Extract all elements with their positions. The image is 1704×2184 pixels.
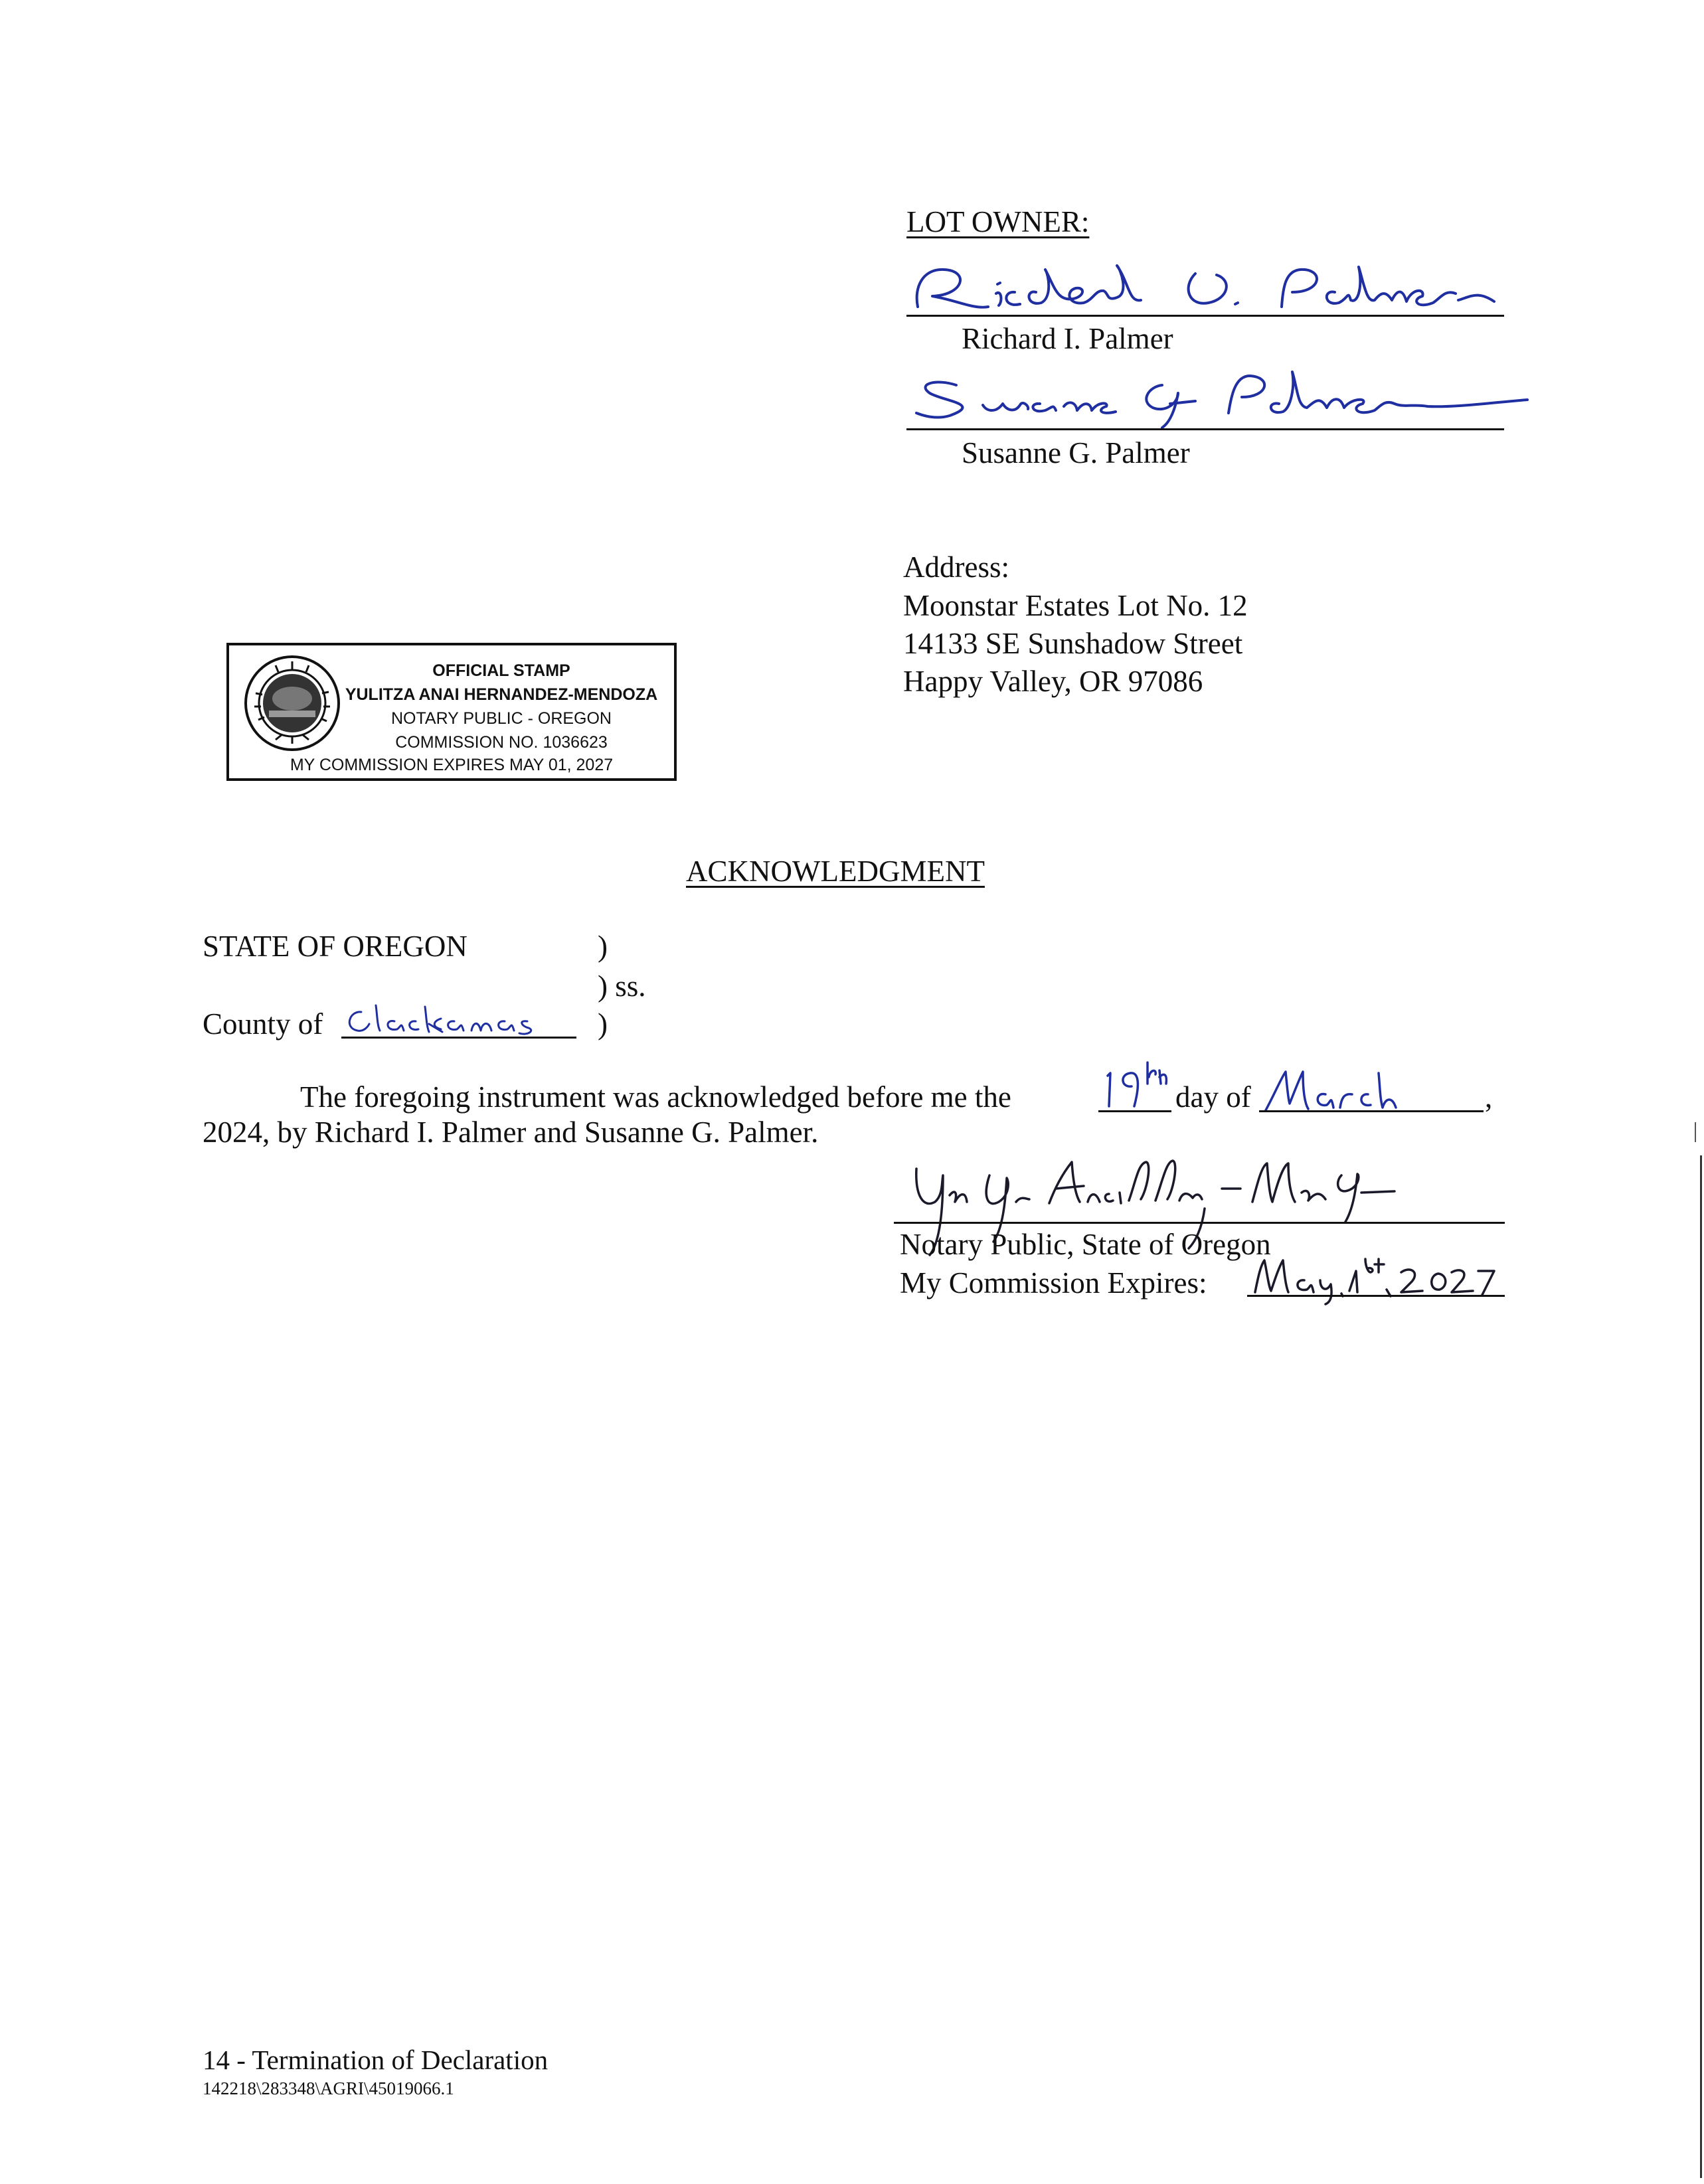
notary-title: Notary Public, State of Oregon bbox=[900, 1228, 1271, 1261]
stamp-notary-name: YULITZA ANAI HERNANDEZ-MENDOZA bbox=[345, 685, 658, 704]
day-line bbox=[1098, 1110, 1171, 1112]
stamp-commission-number: COMMISSION NO. 1036623 bbox=[395, 733, 608, 752]
stamp-line-1: OFFICIAL STAMP bbox=[432, 661, 570, 680]
address-line-1: Moonstar Estates Lot No. 12 bbox=[903, 589, 1248, 622]
signature-line-susanne bbox=[906, 428, 1504, 430]
notary-signature-line bbox=[894, 1222, 1505, 1224]
paren-1: ) bbox=[598, 930, 608, 963]
commission-date-line bbox=[1247, 1295, 1505, 1297]
footer-doc-code: 142218\283348\AGRI\45019066.1 bbox=[203, 2078, 454, 2098]
month-handwritten bbox=[1262, 1066, 1408, 1116]
acknowledgment-heading: ACKNOWLEDGMENT bbox=[686, 855, 985, 888]
signature-line-richard bbox=[906, 315, 1504, 317]
richard-signature bbox=[910, 260, 1507, 321]
body-comma: , bbox=[1485, 1080, 1493, 1114]
footer-page-label: 14 - Termination of Declaration bbox=[203, 2045, 549, 2075]
address-line-2: 14133 SE Sunshadow Street bbox=[903, 627, 1243, 660]
commission-date-handwritten bbox=[1248, 1252, 1501, 1305]
county-label: County of bbox=[203, 1007, 323, 1041]
lot-owner-heading: LOT OWNER: bbox=[906, 205, 1090, 238]
state-seal-icon bbox=[242, 653, 342, 753]
scan-edge-line bbox=[1700, 1155, 1702, 2178]
scan-edge-mark bbox=[1695, 1122, 1696, 1142]
paren-2: ) bbox=[598, 1007, 608, 1041]
notary-stamp bbox=[226, 643, 677, 781]
stamp-line-3: NOTARY PUBLIC - OREGON bbox=[390, 709, 612, 728]
stamp-expiration: MY COMMISSION EXPIRES MAY 01, 2027 bbox=[290, 756, 614, 774]
body-text-part-1: The foregoing instrument was acknowledged before me the bbox=[300, 1080, 1011, 1114]
printed-name-susanne: Susanne G. Palmer bbox=[962, 436, 1190, 469]
susanne-signature bbox=[910, 367, 1534, 433]
county-handwritten bbox=[341, 1001, 541, 1041]
address-label: Address: bbox=[903, 550, 1009, 584]
body-text-line-2: 2024, by Richard I. Palmer and Susanne G. Palmer. bbox=[203, 1116, 819, 1149]
commission-label: My Commission Expires: bbox=[900, 1266, 1207, 1300]
day-handwritten bbox=[1101, 1060, 1174, 1113]
county-line bbox=[341, 1037, 576, 1039]
body-text-part-2: day of bbox=[1175, 1080, 1251, 1114]
month-line bbox=[1259, 1110, 1484, 1112]
ss-marker: ) ss. bbox=[598, 969, 646, 1003]
printed-name-richard: Richard I. Palmer bbox=[962, 322, 1173, 355]
address-line-3: Happy Valley, OR 97086 bbox=[903, 665, 1203, 698]
state-line: STATE OF OREGON bbox=[203, 930, 468, 963]
